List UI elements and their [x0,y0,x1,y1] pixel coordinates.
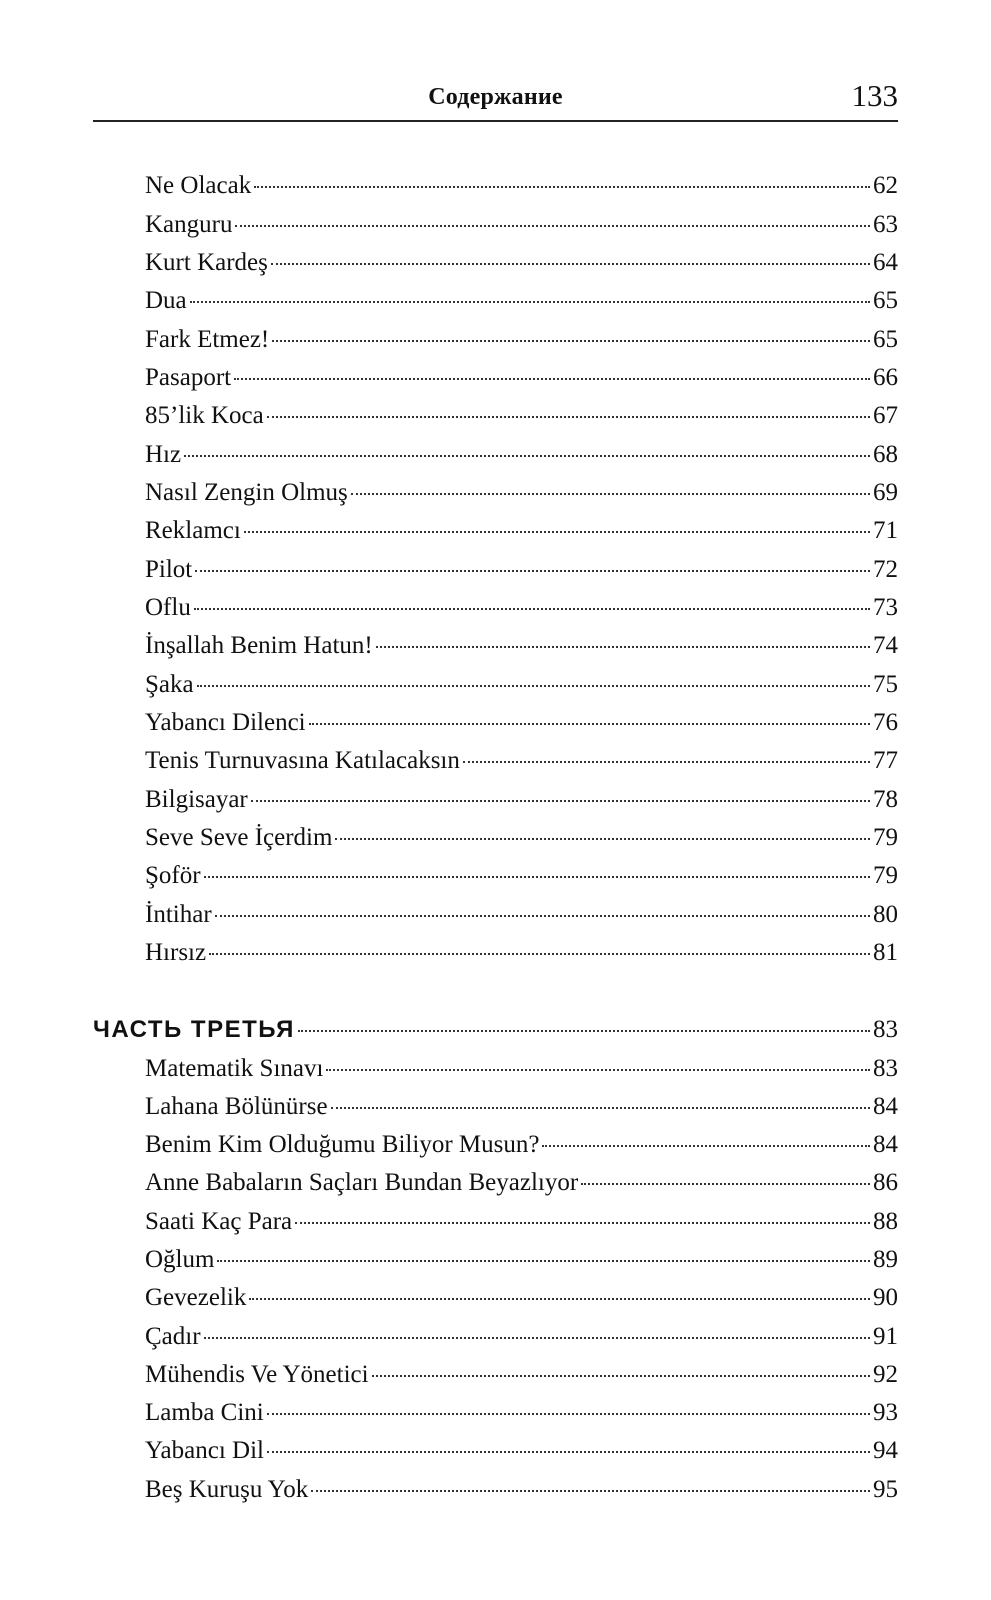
toc-entry-page: 75 [873,671,898,698]
dot-leader [244,531,870,533]
toc-entry-page: 84 [873,1131,898,1158]
dot-leader [249,1298,870,1300]
toc-entry-title: Kurt Kardeş [145,249,268,276]
toc-entry [145,627,898,665]
toc-entry-title: Pasaport [145,364,232,391]
toc-entry-page: 64 [873,249,898,276]
toc-entry-page: 80 [873,901,898,928]
toc-entry [145,1279,898,1317]
toc-entry-page: 88 [873,1208,898,1235]
toc-entry-title: 85’lik Koca [145,402,264,429]
toc-entry-page: 77 [873,747,898,774]
dot-leader [331,1107,870,1109]
part-page: 83 [873,1016,898,1043]
dot-leader [209,953,870,955]
toc-entry [145,1432,898,1470]
toc-entry-page: 83 [873,1055,898,1082]
dot-leader [272,340,870,342]
toc-entry [145,1164,898,1202]
toc-entry-title: Ne Olacak [145,172,252,199]
toc-entry-title: Yabancı Dilenci [145,709,306,736]
dot-leader [309,723,870,725]
toc-entry-page: 72 [873,556,898,583]
dot-leader [351,493,870,495]
toc-entry [145,1318,898,1356]
dot-leader [194,608,870,610]
toc-entry-title: Şoför [145,862,201,889]
toc-entry-title: Seve Seve İçerdim [145,824,333,851]
toc-entry-title: Matematik Sınavı [145,1055,324,1082]
toc-entry-title: Reklamcı [145,517,241,544]
dot-leader [184,455,870,457]
dot-leader [235,225,870,227]
dot-leader [267,416,870,418]
dot-leader [197,685,870,687]
dot-leader [254,186,870,188]
toc-entry-page: 65 [873,326,898,353]
toc-entry-title: Lamba Cini [145,1399,264,1426]
dot-leader [581,1183,870,1185]
toc-entry-title: Benim Kim Olduğumu Biliyor Musun? [145,1131,540,1158]
toc-entry-page: 94 [873,1437,898,1464]
page-number: 133 [851,78,898,113]
toc-entry [145,206,898,244]
toc-entry-title: İntihar [145,901,212,928]
toc-entry [145,857,898,895]
toc-entry-page: 92 [873,1361,898,1388]
toc-entry-title: Oğlum [145,1246,215,1273]
toc-entry-page: 67 [873,402,898,429]
toc-entry-page: 91 [873,1323,898,1350]
toc-entry-title: Hız [145,441,182,468]
dot-leader [217,1260,870,1262]
toc-entry-page: 68 [873,441,898,468]
toc-entry [145,397,898,435]
dot-leader [376,646,870,648]
toc-entry-title: Fark Etmez! [145,326,270,353]
toc-entry-title: Lahana Bölünürse [145,1093,328,1120]
toc-entry-title: Oflu [145,594,191,621]
toc-entry-title: Çadır [145,1323,201,1350]
dot-leader [335,838,870,840]
toc-entry [145,282,898,320]
toc-entry-page: 90 [873,1284,898,1311]
toc-entry-title: Nasıl Zengin Olmuş [145,479,348,506]
toc-entry-title: Yabancı Dil [145,1437,264,1464]
toc-entry-page: 84 [873,1093,898,1120]
toc-entry-title: Beş Kuruşu Yok [145,1476,309,1503]
toc-entry-page: 95 [873,1476,898,1503]
toc-entry-page: 63 [873,211,898,238]
toc-entry [145,1088,898,1126]
toc-entry-page: 73 [873,594,898,621]
toc-entry-page: 65 [873,287,898,314]
dot-leader [215,915,870,917]
toc-entry [145,819,898,857]
dot-leader [542,1145,870,1147]
dot-leader [298,1030,870,1032]
toc-entry [145,1050,898,1088]
toc-entry-title: Şaka [145,671,194,698]
toc-entry [145,436,898,474]
toc-entry-title: Dua [145,287,187,314]
dot-leader [372,1375,870,1377]
toc-entry-page: 74 [873,632,898,659]
dot-leader [190,301,870,303]
toc-entry [145,244,898,282]
toc-entry [145,1356,898,1394]
toc-entry [145,474,898,512]
toc-entry-page: 62 [873,172,898,199]
toc-entry-title: Hırsız [145,939,207,966]
toc-entry-title: Bilgisayar [145,786,248,813]
dot-leader [195,570,870,572]
dot-leader [204,876,870,878]
toc-entry [145,934,898,972]
toc-entry-page: 69 [873,479,898,506]
toc-entry-page: 79 [873,824,898,851]
toc-entry-page: 86 [873,1169,898,1196]
toc-entry [145,1394,898,1432]
toc-entry-title: Kanguru [145,211,233,238]
toc-entry-title: Gevezelik [145,1284,247,1311]
toc-entry [145,1203,898,1241]
dot-leader [311,1490,870,1492]
toc-entry-title: Mühendis Ve Yönetici [145,1361,369,1388]
dot-leader [271,263,870,265]
dot-leader [267,1451,870,1453]
toc-entry [145,589,898,627]
dot-leader [326,1069,870,1071]
toc-entry [145,742,898,780]
toc-entry-page: 81 [873,939,898,966]
toc-entry-page: 78 [873,786,898,813]
toc-entry [145,704,898,742]
toc-entry-page: 71 [873,517,898,544]
toc-entry [145,321,898,359]
toc-entry [145,512,898,550]
dot-leader [267,1413,870,1415]
toc-entry [145,666,898,704]
toc-entry [145,359,898,397]
toc-entry-title: Tenis Turnuvasına Katılacaksın [145,747,460,774]
part-title: ЧАСТЬ ТРЕТЬЯ [93,1016,295,1043]
dot-leader [234,378,870,380]
toc-entry-page: 89 [873,1246,898,1273]
dot-leader [204,1337,870,1339]
toc-entry-title: Pilot [145,556,193,583]
dot-leader [251,800,870,802]
toc-entry-title: Saati Kaç Para [145,1208,293,1235]
dot-leader [295,1222,870,1224]
toc-entry [145,781,898,819]
part-heading [93,1011,898,1049]
toc-entry-page: 66 [873,364,898,391]
toc-entry [145,1241,898,1279]
toc-entry-page: 76 [873,709,898,736]
toc-entry-page: 79 [873,862,898,889]
dot-leader [463,761,870,763]
toc-entry-title: Anne Babaların Saçları Bundan Beyazlıyor [145,1169,579,1196]
toc-entry-page: 93 [873,1399,898,1426]
toc-entry [145,1126,898,1164]
page-title: Содержание [428,84,563,110]
toc-entry [145,551,898,589]
toc-entry [145,167,898,205]
toc-entry [145,1471,898,1509]
toc-entry-title: İnşallah Benim Hatun! [145,632,373,659]
toc-entry [145,896,898,934]
